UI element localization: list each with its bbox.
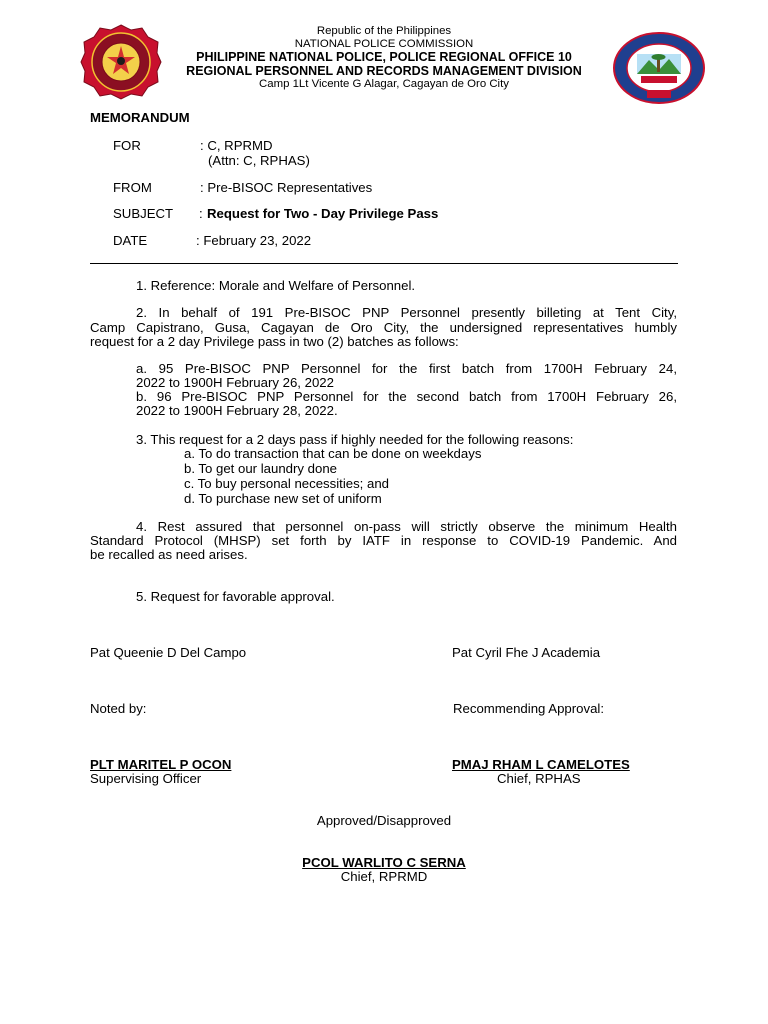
- batch-b-line-2: 2022 to 1900H February 28, 2022.: [136, 403, 338, 418]
- reason-item-a: a. To do transaction that can be done on weekdays: [184, 446, 482, 461]
- paragraph-4-line-3: be recalled as need arises.: [90, 547, 248, 562]
- signatory-2-name: PMAJ RHAM L CAMELOTES: [452, 757, 630, 772]
- signatory-3-title: Chief, RPRMD: [340, 869, 428, 884]
- from-label: FROM: [113, 180, 152, 195]
- reason-item-d: d. To purchase new set of uniform: [184, 491, 382, 506]
- for-value: : C, RPRMD: [200, 138, 273, 153]
- header-divider: [90, 263, 678, 264]
- memo-title: MEMORANDUM: [90, 110, 190, 125]
- batch-a-line-2: 2022 to 1900H February 26, 2022: [136, 375, 334, 390]
- for-label: FOR: [113, 138, 141, 153]
- subject-colon: :: [199, 206, 203, 221]
- paragraph-2-line-1: 2. In behalf of 191 Pre-BISOC PNP Personnel presently billeting at Tent City,: [136, 305, 677, 320]
- signatory-1-name: PLT MARITEL P OCON: [90, 757, 232, 772]
- header-camp-address: Camp 1Lt Vicente G Alagar, Cagayan de Oro City: [259, 78, 509, 90]
- subject-label: SUBJECT: [113, 206, 174, 221]
- paragraph-2-line-2: Camp Capistrano, Gusa, Cagayan de Oro City, the undersigned representatives humbly: [90, 320, 677, 335]
- batch-a-line-1: a. 95 Pre-BISOC PNP Personnel for the first batch from 1700H February 24,: [136, 361, 677, 376]
- signatory-3-name: PCOL WARLITO C SERNA: [302, 855, 466, 870]
- paragraph-1-reference: 1. Reference: Morale and Welfare of Personnel.: [136, 278, 416, 293]
- from-value: : Pre-BISOC Representatives: [200, 180, 373, 195]
- signatory-3-name-wrap: [0, 855, 768, 870]
- header-pro10: PHILIPPINE NATIONAL POLICE, POLICE REGIONAL OFFICE 10: [196, 50, 572, 64]
- date-label: DATE: [113, 233, 148, 248]
- paragraph-4-line-2: Standard Protocol (MHSP) set forth by IATF in response to COVID-19 Pandemic. And: [90, 533, 677, 548]
- approval-line: Approved/Disapproved: [316, 813, 452, 828]
- reason-item-c: c. To buy personal necessities; and: [184, 476, 390, 491]
- date-value: : February 23, 2022: [196, 233, 312, 248]
- recommending-approval-label: Recommending Approval:: [453, 701, 605, 716]
- header-rprmd: REGIONAL PERSONNEL AND RECORDS MANAGEMENT DIVISION: [186, 64, 582, 78]
- paragraph-5-request: 5. Request for favorable approval.: [136, 589, 335, 604]
- representative-2: Pat Cyril Fhe J Academia: [452, 645, 601, 660]
- paragraph-2-line-3: request for a 2 day Privilege pass in two (2) batches as follows:: [90, 334, 459, 349]
- subject-value: Request for Two - Day Privilege Pass: [207, 206, 439, 221]
- header-napolcom: NATIONAL POLICE COMMISSION: [294, 38, 474, 50]
- signatory-1-title: Supervising Officer: [90, 771, 202, 786]
- noted-by-label: Noted by:: [90, 701, 147, 716]
- signatory-2-title: Chief, RPHAS: [497, 771, 581, 786]
- header-republic: Republic of the Philippines: [316, 25, 452, 37]
- paragraph-4-line-1: 4. Rest assured that personnel on-pass will strictly observe the minimum Health: [136, 519, 677, 534]
- for-attn: (Attn: C, RPHAS): [208, 153, 310, 168]
- paragraph-3-reasons: 3. This request for a 2 days pass if highly needed for the following reasons:: [136, 432, 574, 447]
- reason-item-b: b. To get our laundry done: [184, 461, 337, 476]
- batch-b-line-1: b. 96 Pre-BISOC PNP Personnel for the second batch from 1700H February 26,: [136, 389, 677, 404]
- representative-1: Pat Queenie D Del Campo: [90, 645, 247, 660]
